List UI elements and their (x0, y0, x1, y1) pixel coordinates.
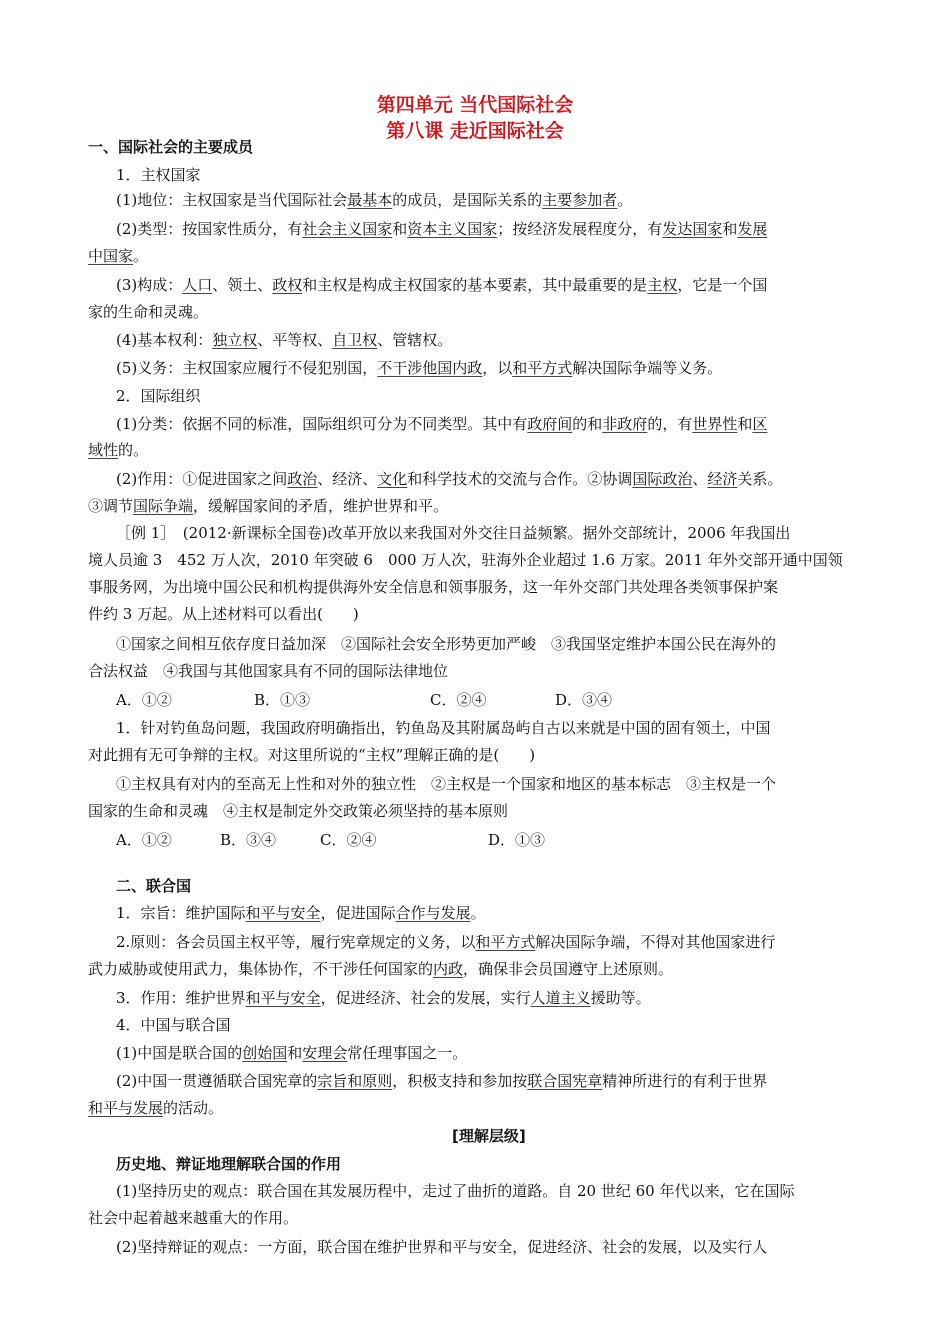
paragraph-classification-cont: 域性的。 (88, 441, 149, 459)
china-follows-charter-cont: 和平与发展的活动。 (88, 1099, 224, 1117)
un-principles-cont: 武力威胁或使用武力，集体协作，不干涉任何国家的内政，确保非会员国遵守上述原则。 (88, 960, 674, 978)
paragraph-composition-cont: 家的生命和灵魂。 (88, 303, 209, 321)
paragraph-types-cont: 中国家。 (88, 247, 149, 265)
example-1-statements: ①国家之间相互依存度日益加深 ②国际社会安全形势更加严峻 ③我国坚定维护本国公民在海外的 (116, 635, 777, 653)
dialectical-view: (2)坚持辩证的观点：一方面，联合国在维护世界和平与安全，促进经济、社会的发展，以及实行人 (116, 1238, 768, 1256)
question-1-statements: ①主权具有对内的至高无上性和对外的独立性 ②主权是一个国家和地区的基本标志 ③主权是一个 (116, 775, 777, 793)
question-1-option-c: C．②④ (320, 831, 377, 849)
historical-view-cont: 社会中起着越来越重大的作用。 (88, 1209, 299, 1227)
question-1-option-d: D．①③ (488, 831, 546, 849)
example-1-option-b: B．①③ (254, 691, 311, 709)
example-1-statements-cont: 合法权益 ④我国与其他国家具有不同的国际法律地位 (88, 662, 449, 680)
sub-heading-sovereign-state: 1．主权国家 (116, 166, 201, 184)
sub-heading-intl-org: 2．国际组织 (116, 387, 201, 405)
paragraph-duties: (5)义务：主权国家应履行不侵犯别国，不干涉他国内政，以和平方式解决国际争端等义务。 (116, 359, 723, 377)
un-role-understanding-heading: 历史地、辩证地理解联合国的作用 (116, 1155, 342, 1173)
un-principles: 2.原则：各会员国主权平等，履行宪章规定的义务，以和平方式解决国际争端，不得对其他国家进行 (116, 933, 776, 951)
question-1-option-a: A．①② (116, 831, 172, 849)
example-1-option-c: C．②④ (430, 691, 487, 709)
section2-heading: 二、联合国 (116, 877, 192, 895)
lesson-title: 第八课 走近国际社会 (386, 120, 564, 142)
question-1-statements-cont: 国家的生命和灵魂 ④主权是制定外交政策必须坚持的基本原则 (88, 802, 509, 820)
example-1-line-4: 件约 3 万起。从上述材料可以看出( ) (88, 605, 359, 623)
china-and-un-heading: 4．中国与联合国 (116, 1016, 231, 1034)
historical-view: (1)坚持历史的观点：联合国在其发展历程中，走过了曲折的道路。自 20 世纪 60 年代以来，它在国际 (116, 1182, 795, 1200)
section1-heading: 一、国际社会的主要成员 (88, 138, 254, 156)
paragraph-classification: (1)分类：依据不同的标准，国际组织可分为不同类型。其中有政府间的和非政府的，有世界性和区 (116, 415, 768, 433)
question-1-option-b: B．③④ (220, 831, 277, 849)
china-follows-charter: (2)中国一贯遵循联合国宪章的宗旨和原则，积极支持和参加按联合国宪章精神所进行的有利于世界 (116, 1072, 768, 1090)
china-founding-member: (1)中国是联合国的创始国和安理会常任理事国之一。 (116, 1044, 468, 1062)
question-1-line-1: 1．针对钓鱼岛问题，我国政府明确指出，钓鱼岛及其附属岛屿自古以来就是中国的固有领土，中国 (116, 719, 771, 737)
paragraph-status: (1)地位：主权国家是当代国际社会最基本的成员，是国际关系的主要参加者。 (116, 191, 633, 209)
un-role: 3．作用：维护世界和平与安全，促进经济、社会的发展，实行人道主义援助等。 (116, 989, 651, 1007)
un-purpose: 1．宗旨：维护国际和平与安全，促进国际合作与发展。 (116, 904, 486, 922)
example-1-line-2: 境人员逾 3 452 万人次，2010 年突破 6 000 万人次，驻海外企业超过 1.6 万家。2011 年外交部开通中国领 (88, 551, 843, 569)
example-1-line-1: ［例 1］ (2012·新课标全国卷)改革开放以来我国对外交往日益频繁。据外交部统计，2006 年我国出 (116, 524, 791, 542)
example-1-option-a: A．①② (116, 691, 172, 709)
example-1-line-3: 事服务网，为出境中国公民和机构提供海外安全信息和领事服务，这一年外交部门共处理各类领事保护案 (88, 578, 779, 596)
paragraph-functions-cont: ③调节国际争端，缓解国家间的矛盾，维护世界和平。 (88, 497, 449, 515)
example-1-option-d: D．③④ (555, 691, 613, 709)
paragraph-types: (2)类型：按国家性质分，有社会主义国家和资本主义国家；按经济发展程度分，有发达国家和发展 (116, 220, 768, 238)
paragraph-functions: (2)作用：①促进国家之间政治、经济、文化和科学技术的交流与合作。②协调国际政治、经济关系。 (116, 470, 783, 488)
paragraph-composition: (3)构成：人口、领土、政权和主权是构成主权国家的基本要素，其中最重要的是主权，它是一个国 (116, 276, 768, 294)
question-1-line-2: 对此拥有无可争辩的主权。对这里所说的“主权”理解正确的是( ) (88, 746, 536, 764)
paragraph-rights: (4)基本权利：独立权、平等权、自卫权、管辖权。 (116, 331, 453, 349)
unit-title: 第四单元 当代国际社会 (376, 94, 574, 116)
understanding-level-label: [理解层级] (452, 1127, 526, 1145)
